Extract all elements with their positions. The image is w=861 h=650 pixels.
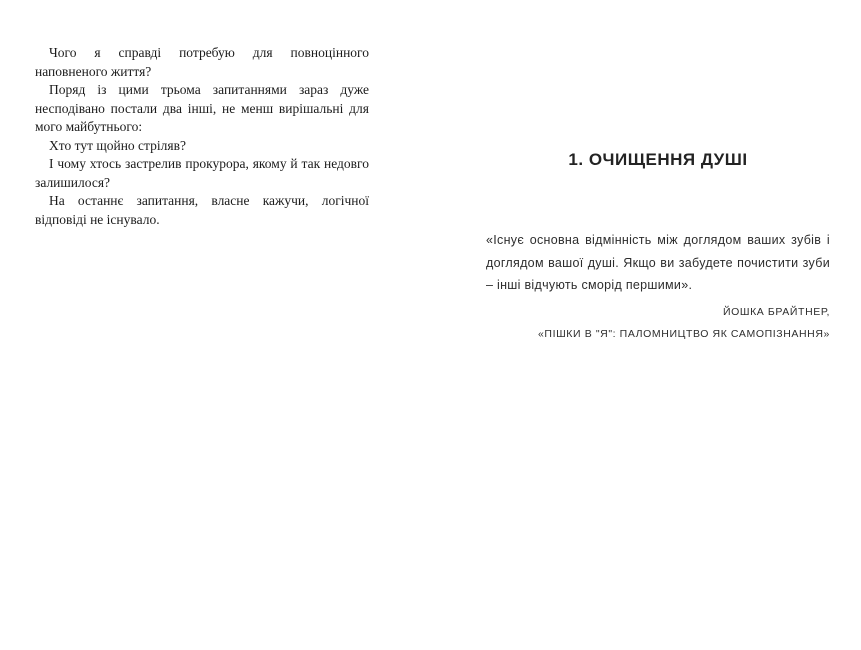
paragraph: Чого я справді потребую для повноцінного наповненого життя? xyxy=(35,45,369,79)
left-page-text xyxy=(35,44,369,229)
epigraph-attribution xyxy=(486,301,830,345)
epigraph-work-title: «ПІШКИ В "Я": ПАЛОМНИЦТВО ЯК САМОПІЗНАННЯ» xyxy=(537,328,830,340)
paragraph: І чому хтось застрелив прокурора, якому й так недовго залишилося? xyxy=(35,156,369,190)
epigraph-author: ЙОШКА БРАЙТНЕР, xyxy=(722,306,830,318)
chapter-heading: 1. ОЧИЩЕННЯ ДУШІ xyxy=(568,150,748,169)
paragraph: Поряд із цими трьома запитаннями зараз дуже несподівано постали два інші, не менш вирішальні для мого майбутнього: xyxy=(35,82,369,134)
paragraph: На останнє запитання, власне кажучи, логічної відповіді не існувало. xyxy=(35,193,369,227)
epigraph-quote: «Існує основна відмінність між доглядом ваших зубів і доглядом вашої душі. Якщо ви забудете почистити зуби – інші відчують сморід першими». xyxy=(486,233,830,292)
paragraph: Хто тут щойно стріляв? xyxy=(49,137,186,153)
left-page xyxy=(0,0,430,650)
right-page xyxy=(431,0,861,650)
